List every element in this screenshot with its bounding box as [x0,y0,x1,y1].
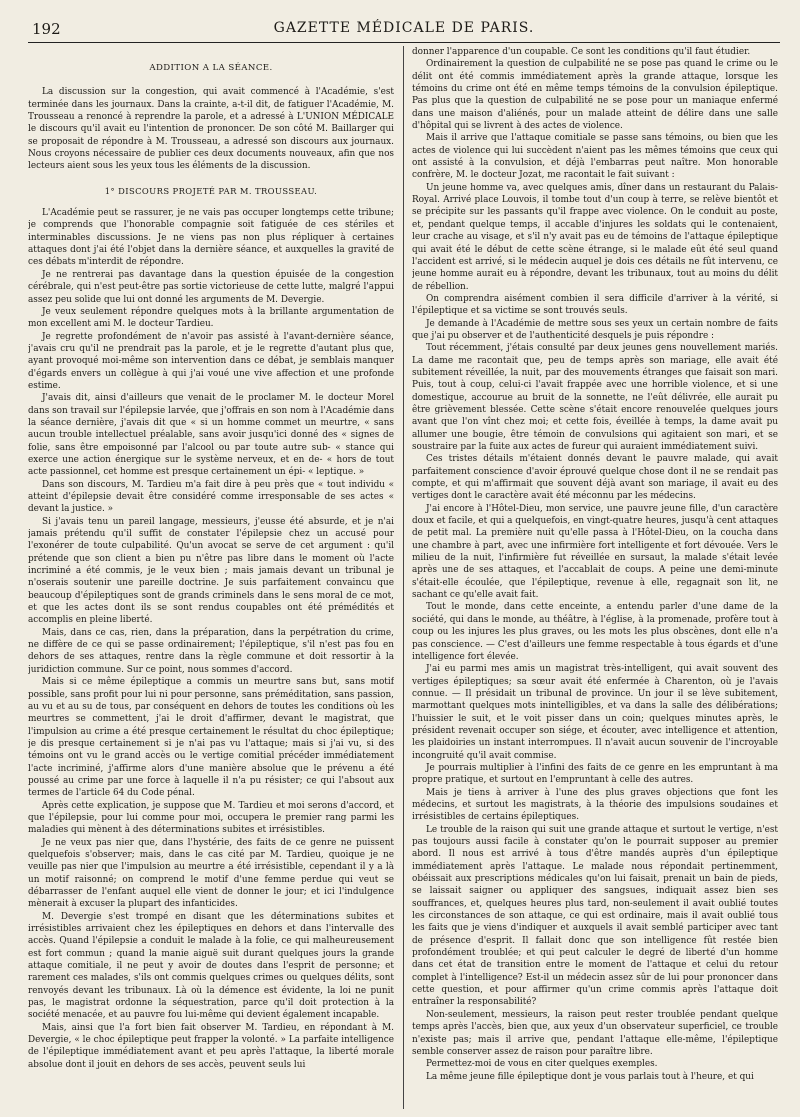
right-column [412,46,778,1111]
paragraph: Après cette explication, je suppose que M. Tardieu et moi serons d'accord, et que l'épilepsie, pour lui comme pour moi, occupera le premier rang parmi les maladies qui mènent à des déterminations subites et irrésistibles. [28,800,394,836]
left-column [28,46,394,1111]
paragraph: Je ne veux pas nier que, dans l'hystérie, des faits de ce genre ne puissent quelquefois s'observer; mais, dans le cas cité par M. Tardieu, quoique je ne veuille pas nier que l'impulsion au meurtre a été irrésistible, cependant il y a là un motif raisonné; on comprend le motif d'une femme perdue qui veut se débarrasser de l'enfant auquel elle vient de donner le jour; et ici l'indulgence mènerait à excuser la plupart des infanticides. [28,837,394,910]
paragraph: Le trouble de la raison qui suit une grande attaque et surtout le vertige, n'est pas toujours aussi facile à constater qu'on le pourrait supposer au premier abord. Il nous est arrivé à tous d'être mandés auprès d'un épileptique immédiatement après l'attaque. Le malade nous répondait pertinemment, obéissait aux prescriptions médicales qu'on lui faisait, prenait un bain de pieds, se laissait saigner ou appliquer des sangsues, indiquait assez bien ses souffrances, et, quelques heures plus tard, non-seulement il avait oublié toutes les circonstances de son attaque, ce qui est ordinaire, mais il avait oublié tous les faits que je viens d'indiquer et auxquels il avait semblé participer avec tant de présence d'esprit. Il fallait donc que son intelligence fût restée bien profondément troublée; et qui peut calculer le degré de liberté d'un homme dans cet état de transition entre le moment de l'attaque et celui du retour complet à l'intelligence? Est-il un médecin assez sûr de lui pour prononcer dans cette question, et pour affirmer qu'un crime commis après l'attaque doit entraîner la responsabilité? [412,824,778,1008]
column-divider [403,46,404,1109]
paragraph: M. Devergie s'est trompé en disant que les déterminations subites et irrésistibles arrivaient chez les épileptiques en dehors et dans l'intervalle des accès. Quand l'épilepsie a conduit le malade à la folie, ce qui malheureusement est fort commun ; quand la manie aiguë suit durant quelques jours la grande attaque comitiale, il ne peut y avoir de doutes dans l'esprit de personne; et rarement ces malades, s'ils ont commis quelques crimes ou quelques délits, sont renvoyés devant les tribunaux. Là où la démence est évidente, la loi ne punit pas, le magistrat ordonne la séquestration, parce qu'il doit protection à la société menacée, et au pauvre fou lui-même qui devient également incapable. [28,911,394,1021]
paragraph: Je ne rentrerai pas davantage dans la question épuisée de la congestion cérébrale, qui n'est peut-être pas sortie victorieuse de cette lutte, malgré l'appui assez peu solide que lui ont donné les arguments de M. Devergie. [28,269,394,305]
paragraph: Ordinairement la question de culpabilité ne se pose pas quand le crime ou le délit ont été commis immédiatement après la grande attaque, lorsque les témoins du crime ont été en même temps témoins de la convulsion épileptique. Pas plus que la question de culpabilité ne se pose pour un maniaque enfermé dans une maison d'aliénés, pour un malade atteint de délire dans une salle d'hôpital qui se livrent à des actes de violence. [412,59,778,132]
paragraph: Je regrette profondément de n'avoir pas assisté à l'avant-dernière séance, j'avais cru qu'il ne prendrait pas la parole, et je le regrette d'autant plus que, ayant provoqué moi-même son intervention dans ce débat, je semblais manquer d'égards envers un collègue à qui j'ai voué une vive affection et une profonde estime. [28,331,394,391]
paragraph: La même jeune fille épileptique dont je vous parlais tout à l'heure, et qui [426,1071,754,1082]
paragraph: Ces tristes détails m'étaient donnés devant le pauvre malade, qui avait parfaitement conscience d'avoir éprouvé quelque chose dont il ne se rendait pas compte, et qui m'affirmait que souvent déjà avant son mariage, il avait eu des vertiges dont le caractère avait été méconnu par les médecins. [412,454,778,502]
running-title: GAZETTE MÉDICALE DE PARIS. [273,20,535,36]
paragraph: Permettez-moi de vous en citer quelques exemples. [426,1059,658,1070]
paragraph: Si j'avais tenu un pareil langage, messieurs, j'eusse été absurde, et je n'ai jamais prétendu qu'il suffit de constater l'épilepsie chez un accusé pour l'exonérer de toute culpabilité. Qu'un avocat se serve de cet argument : qu'il prétende que son client a bien pu n'être pas libre dans le moment où l'acte incriminé a été commis, je le veux bien ; mais jamais devant un tribunal je n'oserais soutenir une pareille doctrine. Je suis parfaitement convaincu que beaucoup d'épileptiques sont de grands criminels dans le sens moral de ce mot, et que les actes dont ils se sont rendus coupables ont été prémédités et accomplis en pleine liberté. [28,516,394,626]
paragraph: On comprendra aisément combien il sera difficile d'arriver à la vérité, si l'épileptique et sa victime se sont trouvés seuls. [412,293,778,317]
paragraph: Mais, dans ce cas, rien, dans la préparation, dans la perpétration du crime, ne diffère de ce qui se passe ordinairement; l'épileptique, s'il n'est pas fou en dehors de ses attaques, rentre dans la règle commune et doit ressortir à la juridiction commune. Sur ce point, nous sommes d'accord. [28,627,394,675]
paragraph: Un jeune homme va, avec quelques amis, dîner dans un restaurant du Palais-Royal. Arrivé place Louvois, il tombe tout d'un coup à terre, se relève bientôt et se précipite sur les passants qu'il frappe avec violence. On le conduit au poste, et, pendant quelque temps, il accable d'injures les soldats qui le contenaient, leur crache au visage, et s'il n'y avait pas eu de témoins de l'attaque épileptique qui avait été le début de cette scène étrange, si le malade eût été seul quand l'accident est arrivé, si le médecin auquel je dois ces détails ne fût intervenu, ce jeune homme aurait eu à répondre, devant les tribunaux, tout au moins du délit de rébellion. [412,182,778,292]
paragraph: donner l'apparence d'un coupable. Ce sont les conditions qu'il faut étudier. [412,47,751,57]
paragraph: Mais je tiens à arriver à l'une des plus graves objections que font les médecins, et surtout les magistrats, à la théorie des impulsions soudaines et irrésistibles de certains épileptiques. [412,787,778,823]
paragraph: Je veux seulement répondre quelques mots à la brillante argumentation de mon excellent ami M. le docteur Tardieu. [28,306,394,330]
page-header [28,14,780,40]
paragraph: Tout le monde, dans cette enceinte, a entendu parler d'une dame de la société, qui dans le monde, au théâtre, à l'église, à la promenade, profère tout à coup ou les injures les plus graves, ou les mots les plus obscènes, dont elle n'a pas conscience. — C'est d'ailleurs une femme respectable à tous égards et d'une intelligence fort élevée. [412,602,778,662]
paragraph: J'ai eu parmi mes amis un magistrat très-intelligent, qui avait souvent des vertiges épileptiques; sa sœur avait été enfermée à Charenton, où je l'avais connue. — Il présidait un tribunal de province. Un jour il se lève subitement, marmottant quelques mots inintelligibles, et va dans la salle des délibérations; l'huissier le suit, et le voit pisser dans un coin; quelques minutes après, le président revenait occuper son siége, et écouter, avec intelligence et attention, les plaidoiries un instant interrompues. Il n'avait aucun souvenir de l'incroyable incongruité qu'il avait commise. [412,664,778,761]
paragraph: Mais il arrive que l'attaque comitiale se passe sans témoins, ou bien que les actes de violence qui lui succèdent n'aient pas les mêmes témoins que ceux qui ont assisté à la convulsion, et déjà l'embarras peut naître. Mon honorable confrère, M. le docteur Jozat, me racontait le fait suivant : [412,133,778,181]
intro-paragraph: La discussion sur la congestion, qui avait commencé à l'Académie, s'est terminée dans les journaux. Dans la crainte, a-t-il dit, de fatiguer l'Académie, M. Trousseau a renoncé à reprendre la parole, et a adressé à L'UNION MÉDICALE le discours qu'il avait eu l'intention de prononcer. De son côté M. Baillarger qui se proposait de répondre à M. Trousseau, a adressé son discours aux journaux. Nous croyons nécessaire de publier ces deux documents nouveaux, afin que nos lecteurs aient sous les yeux tous les éléments de la discussion. [28,87,394,172]
paragraph: L'Académie peut se rassurer, je ne vais pas occuper longtemps cette tribune; je comprends que l'honorable compagnie soit fatiguée de ces stériles et interminables discussions. Je ne viens pas non plus répliquer à certaines attaques dont j'ai été l'objet dans la dernière séance, et auxquelles la gravité de ces débats m'interdit de répondre. [28,208,394,268]
paragraph: J'avais dit, ainsi d'ailleurs que venait de le proclamer M. le docteur Morel dans son travail sur l'épilepsie larvée, que j'offrais en son nom à l'Académie dans la séance dernière, j'avais dit que « si un homme commet un meurtre, « sans aucun trouble intellectuel préalable, sans avoir jusqu'ici donné des « signes de folie, sans être empoisonné par l'alcool ou par toute autre sub- « stance qui exerce une action énergique sur le système nerveux, et en de- « hors de tout acte passionnel, cet homme est presque certainement un épi- « leptique. » [28,393,394,478]
paragraph: J'ai encore à l'Hôtel-Dieu, mon service, une pauvre jeune fille, d'un caractère doux et facile, et qui a quelquefois, en vingt-quatre heures, jusqu'à cent attaques de petit mal. La première nuit qu'elle passa à l'Hôtel-Dieu, on la coucha dans une chambre à part, avec une infirmière fort intelligente et fort dévouée. Vers le milieu de la nuit, l'infirmière fut réveillée en sursaut, la malade s'était levée après une de ses attaques, et l'accablait de coups. A peine une demi-minute s'était-elle écoulée, que l'épileptique, revenue à elle, regagnait son lit, ne sachant ce qu'elle avait fait. [412,503,778,601]
header-rule [28,42,780,43]
paragraph: Je demande à l'Académie de mettre sous ses yeux un certain nombre de faits que j'ai pu observer et de l'authenticité desquels je puis répondre : [412,318,778,341]
paragraph: Je pourrais multiplier à l'infini des faits de ce genre en les empruntant à ma propre pratique, et surtout en l'empruntant à celle des autres. [412,762,778,786]
paragraph: Dans son discours, M. Tardieu m'a fait dire à peu près que « tout individu « atteint d'épilepsie devait être considéré comme irresponsable de ses actes « devant la justice. » [28,479,394,515]
paragraph: Mais, ainsi que l'a fort bien fait observer M. Tardieu, en répondant à M. Devergie, « le choc épileptique peut frapper la volonté. » La parfaite intelligence de l'épileptique immédiatement avant et peu après l'attaque, la liberté morale absolue dont il jouit en dehors de ses accès, peuvent seuls lui [28,1022,394,1070]
paragraph: Tout récemment, j'étais consulté par deux jeunes gens nouvellement mariés. La dame me racontait que, peu de temps après son mariage, elle avait été subitement réveillée, la nuit, par des mouvements étranges que faisait son mari. Puis, tout à coup, celui-ci l'avait frappée avec une horrible violence, et si une domestique, accourue au bruit de la sonnette, ne l'eût délivrée, elle aurait pu être grièvement blessée. Cette scène s'était encore renouvelée quelques jours avant que l'on vînt chez moi; et cette fois, éveillée à temps, la dame avait pu allumer une bougie, être témoin de convulsions qui agitaient son mari, et se soustraire par la fuite aux actes de fureur qui auraient immédiatement suivi. [412,343,778,452]
page-number: 192 [32,20,61,38]
speech-heading: 1° DISCOURS PROJETÉ PAR M. TROUSSEAU. [104,185,318,196]
section-heading: ADDITION A LA SÉANCE. [149,63,273,73]
paragraph: Non-seulement, messieurs, la raison peut rester troublée pendant quelque temps après l'accès, bien que, aux yeux d'un observateur superficiel, ce trouble n'existe pas; mais il arrive que, pendant l'attaque elle-même, l'épileptique semble conserver assez de raison pour paraître libre. [412,1009,778,1057]
paragraph: Mais si ce même épileptique a commis un meurtre sans but, sans motif possible, sans profit pour lui ni pour personne, sans préméditation, sans passion, au vu et au su de tous, par conséquent en dehors de toutes les conditions où les meurtres se commettent, j'ai le droit d'affirmer, devant le magistrat, que l'impulsion au crime a été presque certainement le résultat du choc épileptique; je dis presque certainement si je n'ai pas vu l'attaque; mais si j'ai vu, si des témoins ont vu le grand accès ou le vertige comitial précéder immédiatement l'acte incriminé, j'affirme alors d'une manière absolue que le prévenu a été poussé au crime par une force à laquelle il n'a pu résister; ce qui l'absout aux termes de l'article 64 du Code pénal. [28,677,394,799]
